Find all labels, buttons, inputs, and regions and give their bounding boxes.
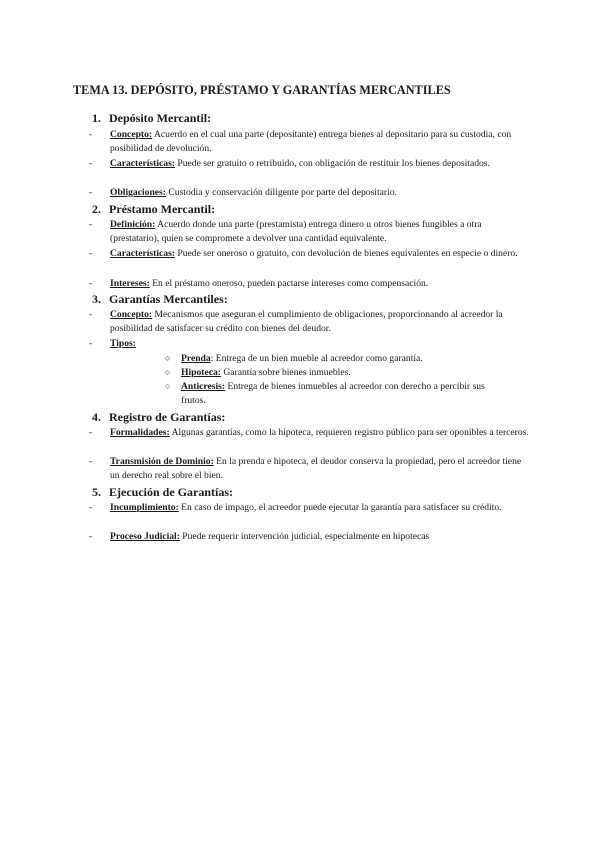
sub-list-item — [165, 380, 505, 407]
section-heading-garantias — [92, 292, 228, 307]
item-label: Obligaciones: — [110, 187, 166, 198]
dash-bullet: - — [89, 187, 93, 198]
item-label: Características: — [110, 248, 175, 259]
section-number: 1. — [92, 111, 101, 125]
sub-item-label: Hipoteca: — [181, 367, 221, 378]
dash-bullet: - — [89, 502, 93, 513]
sub-item-label: Prenda — [181, 353, 211, 364]
item-text: Mecanismos que aseguran el cumplimiento de obligaciones, proporcionando al acreedor la posibilidad de satisfacer su crédito con bienes del deudor. — [110, 309, 503, 334]
section-title: Depósito Mercantil: — [109, 111, 212, 125]
section-title: Ejecución de Garantías: — [109, 485, 233, 499]
item-label: Incumplimiento: — [110, 502, 179, 513]
section-heading-ejecucion — [92, 485, 233, 500]
list-item — [89, 277, 529, 291]
circle-bullet-icon: ○ — [165, 381, 171, 391]
list-item — [89, 218, 529, 245]
item-text: Algunas garantías, como la hipoteca, requieren registro público para ser oponibles a terceros. — [169, 427, 529, 438]
list-item — [89, 426, 529, 440]
item-text: Puede ser gratuito o retribuido, con obligación de restituir los bienes depositados. — [175, 158, 490, 169]
sub-list-item — [165, 366, 505, 380]
dash-bullet: - — [89, 278, 93, 289]
sub-item-text: Entrega de bienes inmuebles al acreedor con derecho a percibir sus frutos. — [181, 381, 485, 406]
item-label: Intereses: — [110, 278, 150, 289]
dash-bullet: - — [89, 456, 93, 467]
item-label: Transmisión de Dominio: — [110, 456, 214, 467]
list-item — [89, 337, 529, 351]
list-item — [89, 455, 529, 482]
section-title: Préstamo Mercantil: — [109, 202, 216, 216]
item-text: En la prenda e hipoteca, el deudor conserva la propiedad, pero el acreedor tiene un derecho real sobre el bien. — [110, 456, 522, 481]
item-label: Definición: — [110, 219, 156, 230]
list-item — [89, 128, 529, 155]
list-item — [89, 157, 529, 171]
list-item — [89, 530, 529, 544]
sub-item-text: : Entrega de un bien mueble al acreedor como garantía. — [210, 353, 423, 364]
dash-bullet: - — [89, 158, 93, 169]
item-text: En el préstamo oneroso, pueden pactarse intereses como compensación. — [149, 278, 429, 289]
item-label: Proceso Judicial: — [110, 531, 180, 542]
item-text: Puede ser oneroso o gratuito, con devolución de bienes equivalentes en especie o dinero. — [175, 248, 518, 259]
item-text: Custodia y conservación diligente por parte del depositario. — [165, 187, 397, 198]
dash-bullet: - — [89, 248, 93, 259]
item-label: Formalidades: — [110, 427, 170, 438]
sub-list-item — [165, 352, 505, 366]
page-title: TEMA 13. DEPÓSITO, PRÉSTAMO Y GARANTÍAS MERCANTILES — [73, 83, 451, 97]
sub-item-text: Garantía sobre bienes inmuebles. — [220, 367, 351, 378]
list-item — [89, 308, 529, 335]
item-label: Concepto: — [110, 129, 153, 140]
dash-bullet: - — [89, 219, 93, 230]
section-title: Garantías Mercantiles: — [109, 292, 228, 306]
list-item — [89, 501, 529, 515]
item-label: Características: — [110, 158, 175, 169]
section-number: 5. — [92, 485, 101, 499]
dash-bullet: - — [89, 309, 93, 320]
circle-bullet-icon: ○ — [165, 353, 171, 363]
item-label: Concepto: — [110, 309, 153, 320]
circle-bullet-icon: ○ — [165, 367, 171, 377]
item-text: Acuerdo donde una parte (prestamista) entrega dinero u otros bienes fungibles a otra (prestatario), quien se compromete a devolver una cantidad equivalente. — [110, 219, 482, 244]
dash-bullet: - — [89, 427, 93, 438]
list-item — [89, 186, 529, 200]
section-number: 4. — [92, 410, 101, 424]
list-item — [89, 247, 529, 261]
dash-bullet: - — [89, 531, 93, 542]
section-number: 2. — [92, 202, 101, 216]
section-heading-deposito — [92, 111, 211, 126]
item-text: Puede requerir intervención judicial, especialmente en hipotecas — [179, 531, 430, 542]
section-number: 3. — [92, 292, 101, 306]
section-heading-prestamo — [92, 202, 215, 217]
item-label: Tipos: — [110, 338, 136, 349]
section-heading-registro — [92, 410, 225, 425]
item-text: En caso de impago, el acreedor puede ejecutar la garantía para satisfacer su crédito. — [178, 502, 502, 513]
sub-item-label: Anticresis: — [181, 381, 226, 392]
dash-bullet: - — [89, 338, 93, 349]
item-text: Acuerdo en el cual una parte (depositante) entrega bienes al depositario para su custodia, con posibilidad de devolución. — [110, 129, 512, 154]
section-title: Registro de Garantías: — [109, 410, 226, 424]
dash-bullet: - — [89, 129, 93, 140]
